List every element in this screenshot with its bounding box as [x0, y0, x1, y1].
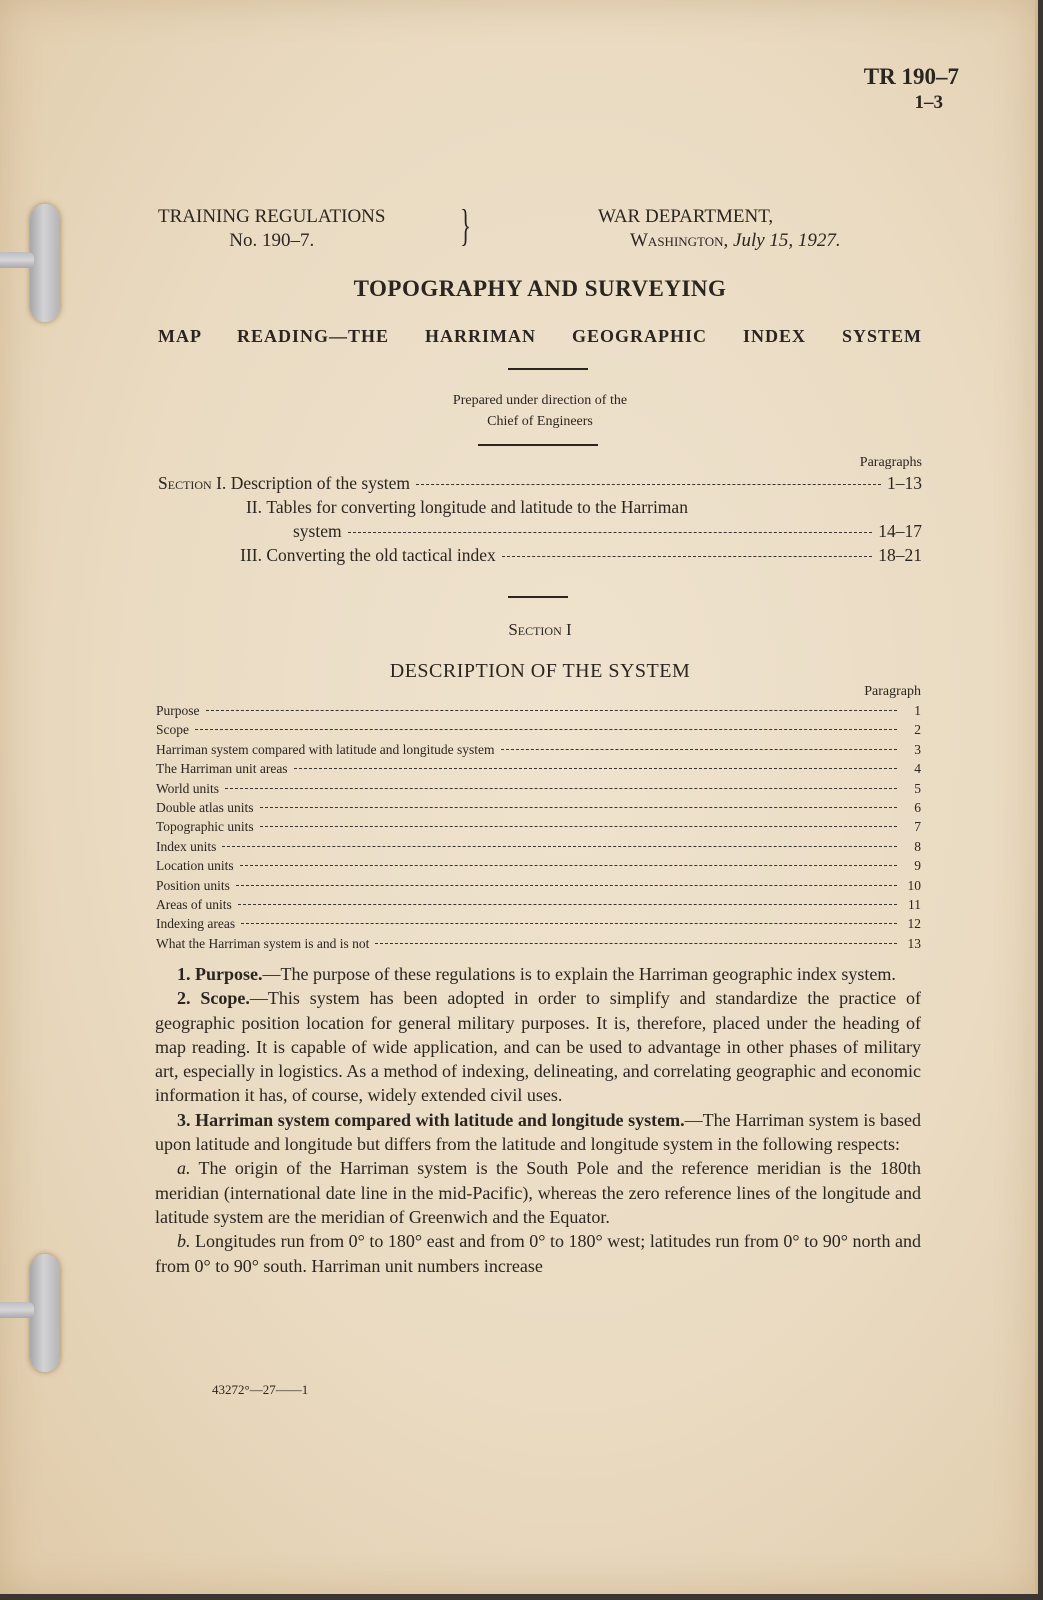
- paragraph-3-heading: 3. Harriman system compared with latitude and longitude system.: [177, 1109, 685, 1130]
- prepared-line2: Chief of Engineers: [487, 414, 593, 429]
- dot-leader: [501, 749, 897, 750]
- section-contents-number: 12: [907, 916, 921, 932]
- section-contents-label: Double atlas units: [156, 800, 254, 816]
- section-contents-number: 9: [914, 858, 921, 874]
- paragraph-1-heading: 1. Purpose.: [177, 964, 263, 984]
- contents-label-cont: system: [293, 521, 342, 541]
- paragraph-1: [155, 962, 921, 986]
- section-contents-label: Areas of units: [156, 897, 232, 913]
- paragraph-3a-text: The origin of the Harriman system is the South Pole and the reference meridian is the 180th meridian (international date line in the mid-Pacific), whereas the zero reference lines of the longitude and latitude system are the meridian of Greenwich and the Equator.: [155, 1158, 921, 1227]
- section-contents-row: [156, 934, 921, 953]
- contents-label: Converting the old tactical index: [266, 545, 496, 565]
- paragraph-3b-label: b.: [177, 1231, 191, 1252]
- dot-leader: [260, 826, 897, 827]
- issuer-block: [598, 205, 841, 253]
- issue-date: July 15, 1927.: [733, 230, 841, 251]
- section-contents-label: World units: [156, 780, 220, 796]
- paragraph-3b-text: Longitudes run from 0° to 180° east and from 0° to 180° west; latitudes run from 0° to 90° north and from 0° to 90° south. Harriman unit numbers increase: [155, 1231, 921, 1276]
- prepared-by: [0, 390, 1043, 432]
- binder-clip-bottom: [30, 1254, 60, 1372]
- section-contents-label: Topographic units: [156, 819, 254, 835]
- binder-clip-top: [30, 204, 60, 322]
- section-contents-number: 10: [907, 877, 921, 893]
- section-contents-row: [156, 914, 921, 933]
- section-contents-row: [156, 895, 921, 914]
- section-contents: [156, 683, 921, 953]
- paragraph-2: [155, 986, 921, 1107]
- section-contents-row: [156, 798, 921, 817]
- section-title: DESCRIPTION OF THE SYSTEM: [389, 660, 691, 682]
- contents-prefix: III.: [240, 545, 262, 565]
- section-contents-row: [156, 837, 921, 856]
- section-contents-number: 5: [914, 780, 921, 796]
- brace-divider: }: [460, 201, 471, 250]
- contents-paragraphs: 1–13: [887, 473, 922, 493]
- section-contents-row: [156, 759, 921, 778]
- section-contents-row: [156, 740, 921, 759]
- document-subtitle: MAP READING—THE HARRIMAN GEOGRAPHIC INDEX SYSTEM: [158, 326, 922, 346]
- section-contents-number: 2: [914, 722, 921, 738]
- section-contents-label: Purpose: [156, 703, 200, 718]
- dot-leader: [225, 788, 897, 789]
- section-contents-label: Scope: [156, 722, 189, 738]
- prepared-line1: Prepared under direction of the: [452, 393, 628, 408]
- page-range: 1–3: [914, 92, 943, 113]
- section-contents-label: Position units: [156, 877, 230, 893]
- document-title: TOPOGRAPHY AND SURVEYING: [353, 276, 727, 301]
- contents-label: Tables for converting longitude and latitude to the Harriman: [266, 497, 688, 517]
- contents-header: Paragraphs: [859, 455, 922, 470]
- section-contents-number: 1: [914, 703, 921, 718]
- regulation-label: [158, 205, 385, 253]
- contents-row: [158, 543, 922, 567]
- section-contents-number: 6: [914, 800, 921, 816]
- dot-leader: [375, 943, 897, 944]
- regulation-number: No. 190–7.: [229, 230, 315, 251]
- section-contents-number: 11: [908, 897, 921, 913]
- contents-row: [158, 471, 922, 495]
- issuer-city: Washington,: [630, 230, 729, 251]
- print-code-footer: 43272°—27——1: [212, 1382, 309, 1397]
- section-contents-number: 7: [914, 819, 921, 835]
- contents-label: Description of the system: [230, 473, 411, 493]
- contents-paragraphs: 18–21: [878, 545, 922, 565]
- section-contents-row: [156, 876, 921, 895]
- section-contents-number: 4: [914, 761, 921, 777]
- dot-leader: [236, 885, 897, 886]
- dot-leader: [294, 768, 897, 769]
- contents-prefix: Section I.: [158, 473, 227, 493]
- document-code-header: [864, 64, 959, 116]
- section-contents-row: [156, 701, 921, 720]
- document-code: TR 190–7: [863, 64, 959, 89]
- section-contents-label: Location units: [156, 858, 234, 874]
- dot-leader: [241, 923, 897, 924]
- regulation-title: TRAINING REGULATIONS: [158, 206, 386, 227]
- section-contents-label: What the Harriman system is and is not: [156, 935, 370, 951]
- contents-paragraphs: 14–17: [878, 521, 922, 541]
- paragraph-3-text: —The Harriman system is based upon latitude and longitude but differs from the latitude and longitude system in the following respects:: [155, 1109, 921, 1155]
- dot-leader: [238, 904, 897, 905]
- section-contents-row: [156, 779, 921, 798]
- paragraph-2-heading: 2. Scope.: [177, 988, 250, 1009]
- contents-row-cont: [158, 519, 922, 543]
- paragraph-3: [155, 1108, 921, 1157]
- paragraph-3a: [155, 1156, 921, 1229]
- section-number: Section I: [508, 620, 572, 639]
- body-text: [155, 962, 921, 1278]
- dot-leader: [240, 865, 897, 866]
- dot-leader: [195, 729, 897, 730]
- section-contents-row: [156, 720, 921, 739]
- contents-prefix: II.: [245, 497, 262, 517]
- divider-rule: [508, 596, 568, 598]
- section-contents-header: Paragraph: [864, 684, 921, 699]
- section-contents-row: [156, 856, 921, 875]
- section-contents-label: Index units: [156, 838, 217, 854]
- issuer-department: WAR DEPARTMENT,: [598, 206, 774, 227]
- dot-leader: [222, 846, 897, 847]
- section-contents-label: Indexing areas: [156, 916, 236, 932]
- section-contents-label: The Harriman unit areas: [156, 761, 288, 777]
- dot-leader: [206, 710, 898, 711]
- contents-row: [158, 495, 922, 519]
- paragraph-3a-label: a.: [177, 1158, 191, 1179]
- section-contents-number: 8: [914, 838, 921, 854]
- section-contents-number: 13: [907, 935, 921, 951]
- section-contents-label: Harriman system compared with latitude and longitude system: [156, 741, 495, 757]
- section-contents-number: 3: [914, 741, 921, 757]
- dot-leader: [260, 807, 898, 808]
- contents-table: [158, 455, 922, 567]
- paragraph-1-text: —The purpose of these regulations is to explain the Harriman geographic index system.: [262, 964, 896, 984]
- section-contents-row: [156, 817, 921, 836]
- divider-rule: [508, 368, 588, 370]
- paragraph-2-text: —This system has been adopted in order to simplify and standardize the practice of geographic position location for general military purposes. It is, therefore, placed under the heading of map reading. It is capable of wide application, and can be used to advantage in other phases of military art, especially in logistics. As a method of indexing, delineating, and correlating geographic and economic information it has, of course, widely extended civil uses.: [155, 988, 921, 1106]
- divider-rule: [478, 444, 598, 446]
- paragraph-3b: [155, 1229, 921, 1278]
